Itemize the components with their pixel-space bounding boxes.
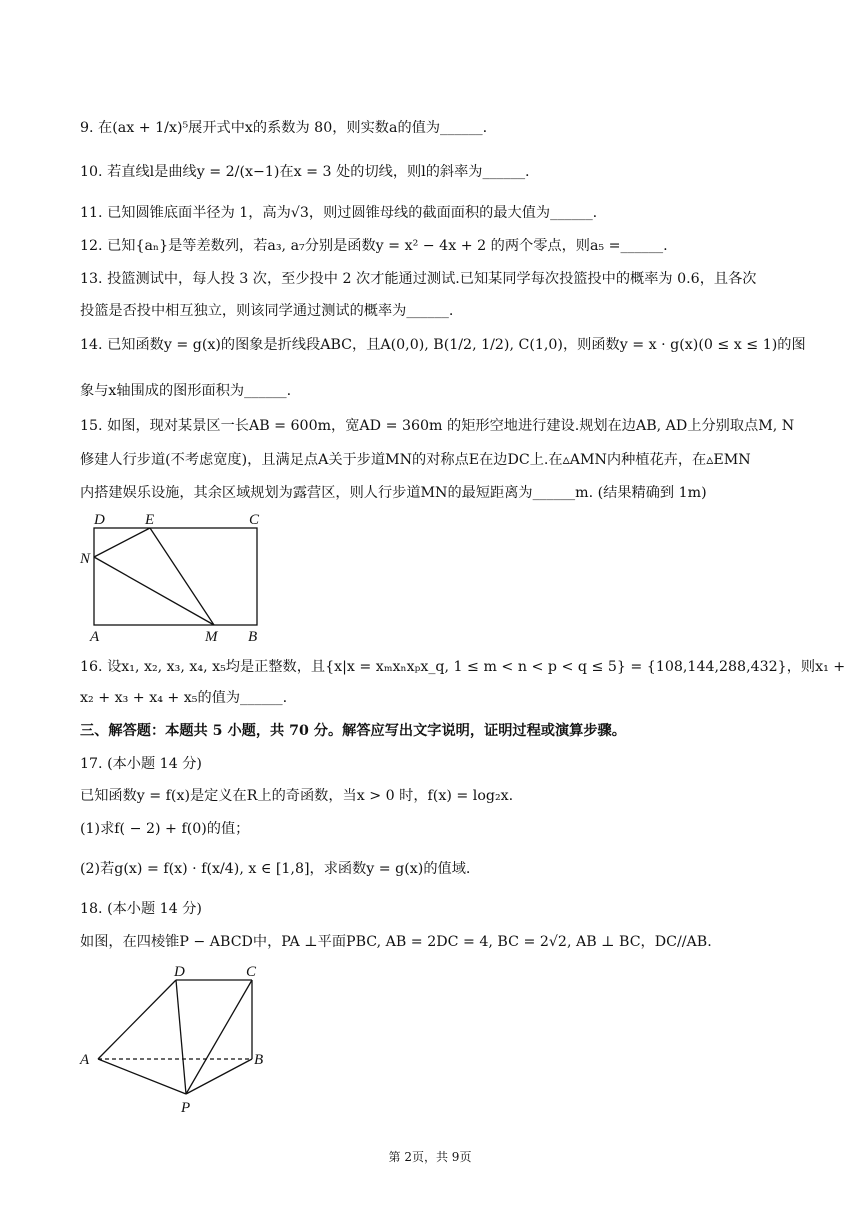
question-13-line1: 13. 投篮测试中，每人投 3 次，至少投中 2 次才能通过测试.已知某同学每次投篮投中的概率为 0.6，且各次 xyxy=(80,271,757,287)
label-B: B xyxy=(254,1052,264,1068)
label-C: C xyxy=(246,964,257,980)
label-C: C xyxy=(249,512,260,528)
label-A: A xyxy=(90,629,100,645)
question-15-line2: 修建人行步道(不考虑宽度)，且满足点A关于步道MN的对称点E在边DC上.在▵AMN内种植花卉，在▵EMN xyxy=(80,452,751,468)
label-E: E xyxy=(145,512,155,528)
label-P: P xyxy=(181,1100,191,1116)
question-15-line3: 内搭建娱乐设施，其余区域规划为露营区，则人行步道MN的最短距离为______m. (结果精确到 1m) xyxy=(80,485,707,501)
question-17-part2: (2)若g(x) = f(x) · f(x/4), x ∈ [1,8]，求函数y = g(x)的值域. xyxy=(80,861,471,877)
question-11: 11. 已知圆锥底面半径为 1，高为√3，则过圆锥母线的截面面积的最大值为______. xyxy=(80,205,598,221)
question-16-line2: x₂ + x₃ + x₄ + x₅的值为______. xyxy=(80,690,288,706)
pyramid-figure xyxy=(76,960,276,1120)
label-M: M xyxy=(205,629,218,645)
page-footer: 第 2页，共 9页 xyxy=(388,1150,472,1164)
section-3-heading: 三、解答题：本题共 5 小题，共 70 分。解答应写出文字说明，证明过程或演算步骤。 xyxy=(80,723,626,739)
question-10: 10. 若直线l是曲线y = 2/(x−1)在x = 3 处的切线，则l的斜率为______. xyxy=(80,164,530,180)
question-9: 9. 在(ax + 1/x)⁵展开式中x的系数为 80，则实数a的值为______. xyxy=(80,120,488,136)
question-14-line1: 14. 已知函数y = g(x)的图象是折线段ABC，且A(0,0), B(1/2, 1/2), C(1,0)，则函数y = x · g(x)(0 ≤ x ≤ 1)的图 xyxy=(80,337,806,353)
label-A: A xyxy=(80,1052,90,1068)
question-18-title: 18. (本小题 14 分) xyxy=(80,901,202,917)
question-12: 12. 已知{aₙ}是等差数列，若a₃, a₇分别是函数y = x² − 4x + 2 的两个零点，则a₅ =______. xyxy=(80,238,668,254)
question-15-line1: 15. 如图，现对某景区一长AB = 600m，宽AD = 360m 的矩形空地进行建设.规划在边AB, AD上分别取点M, N xyxy=(80,418,795,434)
question-17-stem: 已知函数y = f(x)是定义在R上的奇函数，当x > 0 时，f(x) = log₂x. xyxy=(80,788,514,804)
rectangle-figure xyxy=(76,508,276,648)
question-17-title: 17. (本小题 14 分) xyxy=(80,756,202,772)
question-16-line1: 16. 设x₁, x₂, x₃, x₄, x₅均是正整数，且{x|x = xₘxₙxₚx_q, 1 ≤ m < n < p < q ≤ 5} = {108,144,288,432}，则x₁ + xyxy=(80,659,846,675)
question-18-stem: 如图，在四棱锥P − ABCD中，PA ⊥平面PBC, AB = 2DC = 4, BC = 2√2, AB ⊥ BC，DC//AB. xyxy=(80,934,712,950)
label-D: D xyxy=(94,512,105,528)
label-D: D xyxy=(174,964,185,980)
question-14-line2: 象与x轴围成的图形面积为______. xyxy=(80,383,292,399)
label-N: N xyxy=(80,551,91,567)
question-13-line2: 投篮是否投中相互独立，则该同学通过测试的概率为______. xyxy=(80,303,454,319)
question-17-part1: (1)求f( − 2) + f(0)的值； xyxy=(80,821,250,837)
label-B: B xyxy=(248,629,258,645)
